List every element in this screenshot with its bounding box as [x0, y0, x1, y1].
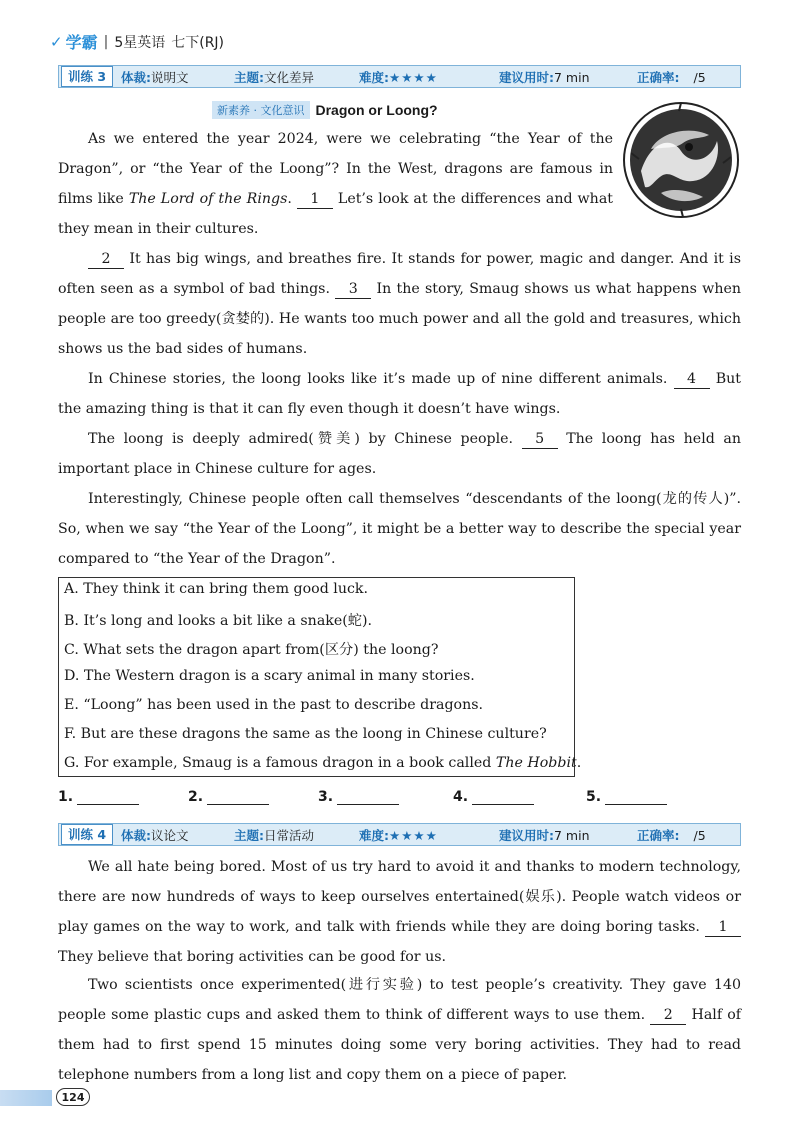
answer-blank-4[interactable]: 4	[674, 370, 710, 389]
answer-blank-5[interactable]: 5	[522, 430, 558, 449]
option-b: B. It’s long and looks a bit like a snake(蛇).	[64, 613, 373, 629]
exercise-4-topic: 主题:日常活动	[234, 827, 315, 843]
passage-3-paragraph-1: As we entered the year 2024, were we celebrating “the Year of the Dragon”, or “the Year of the Loong”? In the West, dragons are famous in films like The Lord of the Rings. 1 Let’s look at the differences and what they mean in their cultures.	[58, 131, 613, 237]
passage-4-paragraph-1: We all hate being bored. Most of us try hard to avoid it and thanks to modern technology, there are now hundreds of ways to keep ourselves entertained(娱乐). People watch videos or play games on the way to work, and talk with friends while they are doing boring tasks. 1 They believe that boring activities can be good for us.	[58, 859, 741, 965]
answer-blank-3[interactable]: 3	[335, 280, 371, 299]
page-number: 124	[56, 1088, 90, 1106]
passage-3-paragraph-2: 2 It has big wings, and breathes fire. It stands for power, magic and danger. And it is often seen as a symbol of bad things. 3 In the story, Smaug shows us what happens when people are too greedy(贪婪的). He wants too much power and all the gold and treasures, which shows us the bad sides of humans.	[58, 251, 741, 357]
exercise-3-difficulty: 难度:★★★★	[359, 69, 438, 85]
dragon-papercut-image	[621, 101, 741, 219]
literacy-tag: 新素养 · 文化意识	[212, 101, 310, 119]
exercise-4-genre: 体裁:议论文	[121, 827, 189, 843]
exercise-3-tag: 训练 3	[61, 66, 113, 87]
difficulty-stars-icon: ★★★★	[389, 69, 438, 85]
grade-label: 七下(RJ)	[171, 34, 225, 51]
answer-blank-1[interactable]: 1	[297, 190, 333, 209]
passage-title: Dragon or Loong?	[315, 102, 438, 118]
brand-logo	[50, 30, 98, 53]
series-name: 5星英语	[114, 34, 166, 51]
passage-3-paragraph-4: The loong is deeply admired(赞美) by Chinese people. 5 The loong has held an important place in Chinese culture for ages.	[58, 431, 741, 477]
option-e: E. “Loong” has been used in the past to describe dragons.	[64, 697, 484, 713]
answer-blank-4-1[interactable]: 1	[705, 918, 741, 937]
passage-title-row	[212, 101, 438, 119]
page-footer	[0, 1087, 800, 1109]
answer-row	[58, 788, 741, 810]
answer-slot-4[interactable]: 4.	[453, 788, 534, 805]
brand-name: 学霸	[65, 33, 98, 52]
answer-blank-4-2[interactable]: 2	[650, 1006, 686, 1025]
exercise-4-difficulty: 难度:★★★★	[359, 827, 438, 843]
exercise-4-banner	[58, 823, 741, 846]
exercise-3-banner	[58, 65, 741, 88]
exercise-3-accuracy: 正确率: /5	[637, 69, 706, 85]
page-header	[50, 30, 224, 53]
exercise-4-time: 建议用时:7 min	[499, 827, 590, 843]
passage-3-paragraph-5: Interestingly, Chinese people often call themselves “descendants of the loong(龙的传人)”. So, when we say “the Year of the Loong”, it might be a better way to describe the special year compared to “the Year of the Dragon”.	[58, 491, 741, 567]
exercise-3-genre: 体裁:说明文	[121, 69, 189, 85]
footer-color-strip	[0, 1090, 52, 1106]
exercise-4-accuracy: 正确率: /5	[637, 827, 706, 843]
exercise-3-topic: 主题:文化差异	[234, 69, 315, 85]
exercise-3-time: 建议用时:7 min	[499, 69, 590, 85]
option-a: A. They think it can bring them good luck.	[64, 581, 369, 597]
header-separator: |	[103, 33, 109, 50]
option-g: G. For example, Smaug is a famous dragon in a book called The Hobbit.	[64, 755, 582, 771]
answer-blank-2[interactable]: 2	[88, 250, 124, 269]
answer-slot-3[interactable]: 3.	[318, 788, 399, 805]
answer-slot-1[interactable]: 1.	[58, 788, 139, 805]
difficulty-stars-icon: ★★★★	[389, 827, 438, 843]
option-f: F. But are these dragons the same as the loong in Chinese culture?	[64, 726, 547, 742]
passage-4-paragraph-2: Two scientists once experimented(进行实验) to test people’s creativity. They gave 140 people some plastic cups and asked them to think of different ways to use them. 2 Half of them had to first spend 15 minutes doing some very boring activities. They had to read telephone numbers from a long list and copy them on a piece of paper.	[58, 977, 741, 1083]
options-box	[58, 577, 582, 777]
answer-slot-2[interactable]: 2.	[188, 788, 269, 805]
passage-3-paragraph-3: In Chinese stories, the loong looks like it’s made up of nine different animals. 4 But the amazing thing is that it can fly even though it doesn’t have wings.	[58, 371, 741, 417]
option-d: D. The Western dragon is a scary animal in many stories.	[64, 668, 475, 684]
exercise-4-tag: 训练 4	[61, 824, 113, 845]
option-c: C. What sets the dragon apart from(区分) the loong?	[64, 642, 439, 658]
brand-swoosh-icon: ✓	[50, 32, 63, 51]
answer-slot-5[interactable]: 5.	[586, 788, 667, 805]
